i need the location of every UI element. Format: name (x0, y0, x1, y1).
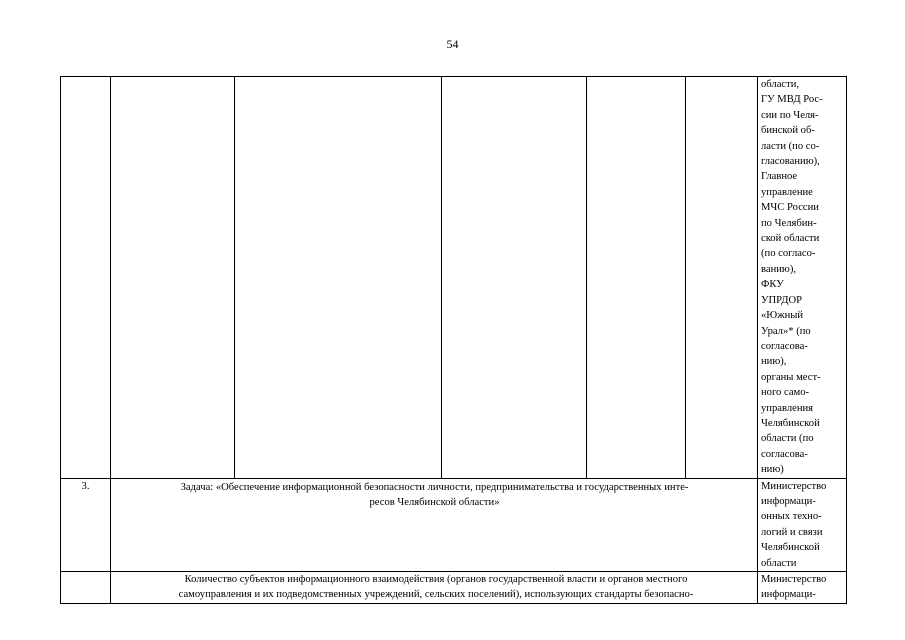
executor-line: (по согласо- (761, 248, 816, 260)
executor-line: ванию), (761, 263, 796, 275)
cell-executors (758, 77, 847, 479)
executor-line: УПРДОР (761, 294, 803, 306)
executors-list (758, 572, 846, 603)
cell-executors-task (758, 478, 847, 571)
indicator-text-line-1: Количество субъектов информационного взаимодействия (органов государственной власти и органов местного (184, 574, 688, 585)
executor-line: онных техно- (761, 511, 822, 523)
executor-line: Главное (761, 171, 798, 183)
executor-line: логий и связи (761, 526, 823, 538)
cell-empty-5 (686, 77, 758, 479)
cell-number-empty (61, 572, 111, 604)
page-number: 54 (446, 37, 459, 51)
executor-line: по Челябин- (761, 217, 817, 229)
cell-empty-2 (235, 77, 442, 479)
executor-line: области (по (761, 433, 814, 445)
executor-line: управление (761, 186, 813, 198)
executor-line: органы мест- (761, 371, 821, 383)
executor-line: Челябинской (761, 542, 820, 554)
executor-line: бинской об- (761, 125, 815, 137)
cell-task (111, 478, 758, 571)
row-number: 3. (61, 478, 111, 571)
executor-line: гласованию), (761, 156, 820, 168)
executor-line: «Южный (761, 310, 804, 322)
executor-line: Министерство (761, 480, 827, 492)
executor-line: нию) (761, 464, 784, 476)
executor-line: Министерство (761, 574, 827, 585)
executor-line: ГУ МВД Рос- (761, 94, 823, 106)
executor-line: ласти (по со- (761, 140, 820, 152)
table-row-continuation (61, 77, 847, 479)
executor-line: согласова- (761, 448, 808, 460)
executor-line: Урал»* (по (761, 325, 811, 337)
executor-line: нию), (761, 356, 787, 368)
executor-line: области (761, 557, 797, 569)
executor-line: сии по Челя- (761, 109, 819, 121)
executor-line: согласова- (761, 340, 808, 352)
cell-empty-1 (111, 77, 235, 479)
executor-line: ской области (761, 233, 820, 245)
cell-empty-4 (587, 77, 686, 479)
executor-line: информаци- (761, 495, 816, 507)
task-text-line-2: ресов Челябинской области» (369, 496, 500, 508)
cell-indicator (111, 572, 758, 604)
table-row-task (61, 478, 847, 571)
cell-executors-indicator (758, 572, 847, 604)
table-row-indicator (61, 572, 847, 604)
cell-empty-3 (442, 77, 587, 479)
executors-list (758, 479, 846, 571)
executor-line: области, (761, 79, 800, 90)
executor-line: информаци- (761, 589, 816, 601)
executor-line: МЧС России (761, 202, 819, 214)
executor-line: управления (761, 402, 814, 414)
indicator-text-line-2: самоуправления и их подведомственных учреждений, сельских поселений), использующих стандарты безопасно- (178, 589, 694, 601)
cell-number-empty (61, 77, 111, 479)
document-table (60, 76, 847, 604)
executors-list (758, 77, 846, 478)
executor-line: ФКУ (761, 279, 784, 291)
task-text-line-1: Задача: «Обеспечение информационной безопасности личности, предпринимательства и государственных инте- (180, 481, 689, 493)
executor-line: Челябинской (761, 417, 820, 429)
executor-line: ного само- (761, 387, 810, 399)
